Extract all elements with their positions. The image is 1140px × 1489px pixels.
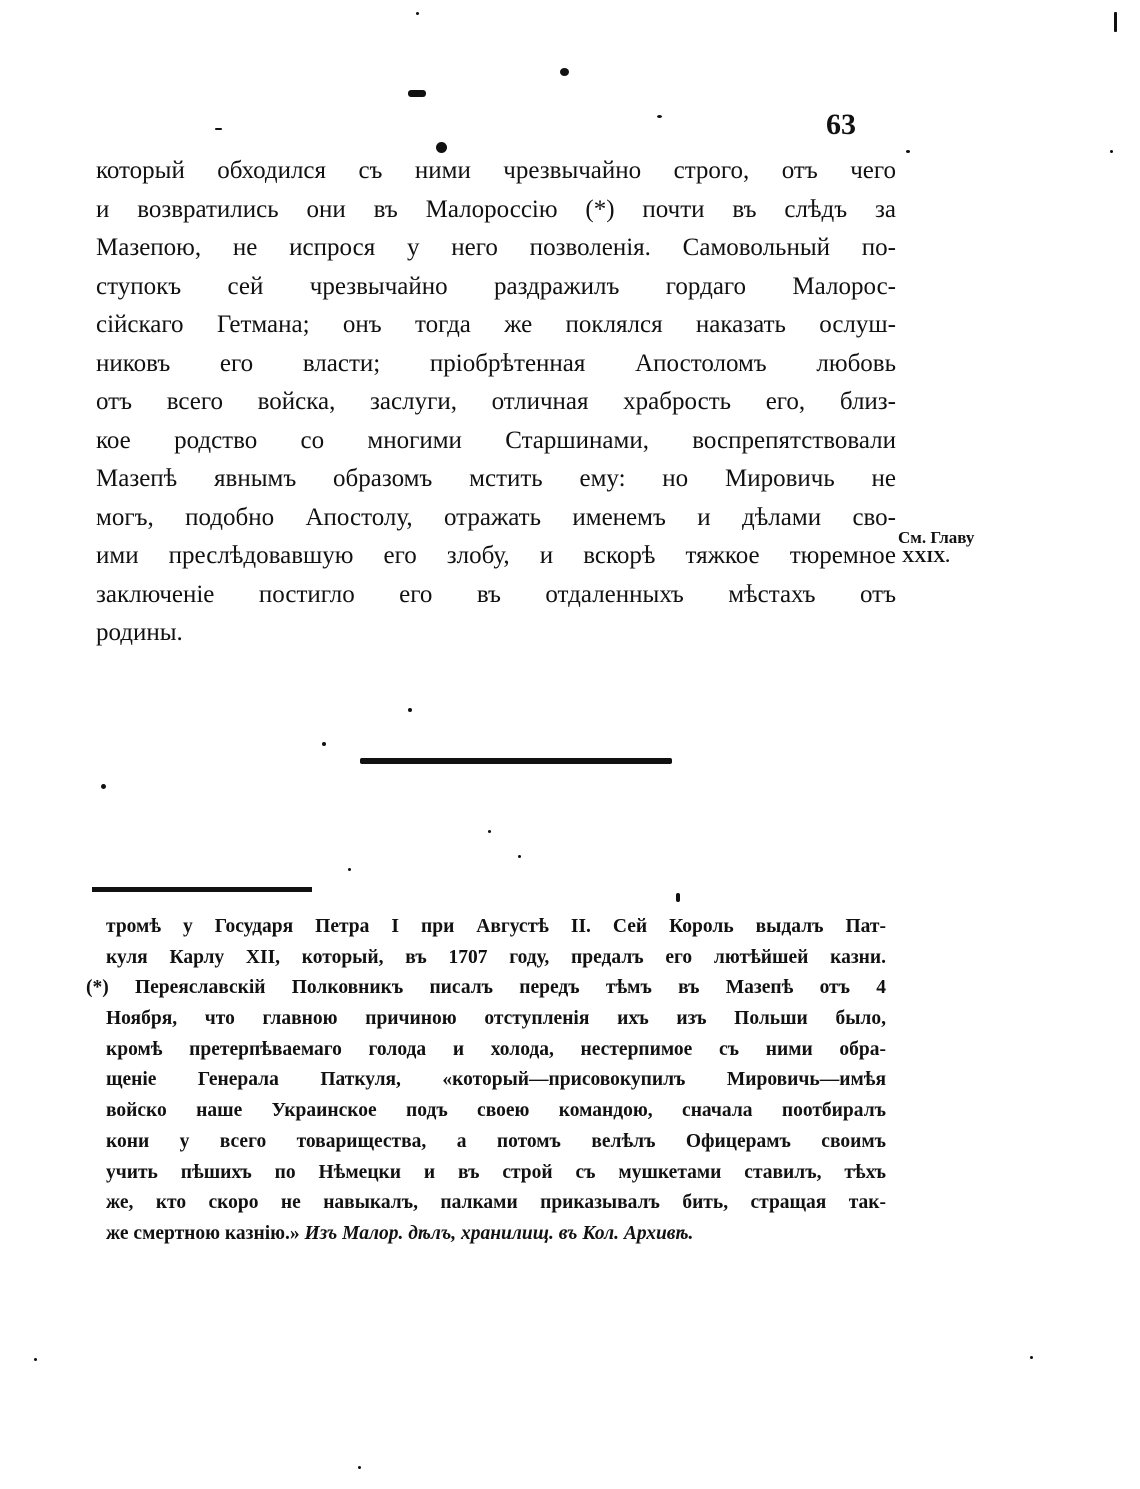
scan-speck — [1110, 150, 1113, 153]
scan-speck — [408, 708, 412, 712]
text-line: заключеніе постигло его въ отдаленныхъ мѣстахъ отъ — [96, 580, 896, 608]
footnote-line: щеніе Генерала Паткуля, «который—присовокупилъ Мировичь—имѣя — [106, 1069, 886, 1091]
footnote-line: куля Карлу XII, который, въ 1707 году, предалъ его лютѣйшей казни. — [106, 946, 886, 968]
footnote-line: (*) Переяславскій Полковникъ писалъ передъ тѣмъ въ Мазепѣ отъ 4 — [86, 977, 886, 999]
footnote-line: кони у всего товарищества, а потомъ велѣлъ Офицерамъ своимъ — [106, 1130, 886, 1152]
footnote-line: кромѣ претерпѣваемаго голода и холода, нестерпимое съ ними обра- — [106, 1038, 886, 1060]
text-line: могъ, подобно Апостолу, отражать именемъ и дѣлами сво- — [96, 503, 896, 531]
footnote-text: же смертною казнію.» — [106, 1222, 300, 1244]
section-divider — [360, 758, 672, 764]
footnote-last-line — [86, 1219, 886, 1250]
footnote-line: войско наше Украинское подъ своею командою, сначала поотбиралъ — [106, 1100, 886, 1122]
text-line: Мазепою, не испрося у него позволенія. Самовольный по- — [96, 234, 896, 261]
scan-speck — [358, 1466, 361, 1469]
text-line: ступокъ сей чрезвычайно раздражилъ гордаго Малорос- — [96, 272, 896, 300]
scan-speck — [1114, 12, 1117, 32]
scan-speck — [101, 784, 106, 789]
footnote-line: учить пѣшихъ по Нѣмецки и въ строй съ мушкетами ставилъ, тѣхъ — [106, 1161, 886, 1183]
text-line: кое родство со многими Старшинами, воспрепятствовали — [96, 426, 896, 454]
text-line: и возвратились они въ Малороссію (*) почти въ слѣдъ за — [96, 195, 896, 223]
footnote-line: тромѣ у Государя Петра I при Августѣ II. Сей Король выдалъ Пат- — [106, 916, 886, 937]
scan-speck — [488, 830, 491, 833]
scan-speck — [436, 142, 447, 153]
text-line: ими преслѣдовавшую его злобу, и вскорѣ тяжкое тюремное — [96, 542, 896, 569]
margin-note-line: XXIX. — [902, 547, 950, 566]
text-line: который обходился съ ними чрезвычайно строго, отъ чего — [96, 157, 896, 184]
scan-speck — [518, 855, 521, 858]
scan-speck — [34, 1358, 37, 1361]
margin-note — [898, 528, 1018, 566]
scan-speck — [560, 68, 569, 76]
text-line: отъ всего войска, заслуги, отличная храбрость его, близ- — [96, 388, 896, 415]
scan-speck — [322, 742, 326, 746]
scan-speck — [906, 150, 910, 153]
page-number: 63 — [826, 108, 856, 141]
scan-speck — [408, 90, 426, 97]
margin-note-line: См. Главу — [898, 528, 975, 547]
scan-speck — [1030, 1356, 1033, 1359]
scan-speck — [215, 128, 222, 130]
text-line: Мазепѣ явнымъ образомъ мстить ему: но Мировичь не — [96, 465, 896, 492]
scan-speck — [676, 893, 680, 902]
text-line: сійскаго Гетмана; онъ тогда же поклялся наказать ослуш- — [96, 311, 896, 338]
scan-speck — [657, 115, 662, 118]
scan-speck — [348, 868, 351, 871]
text-line: родины. — [96, 619, 183, 646]
text-line: никовъ его власти; пріобрѣтенная Апостоломъ любовь — [96, 349, 896, 377]
main-text-block — [96, 152, 896, 653]
footnote-line: Ноября, что главною причиною отступленія ихъ изъ Польши было, — [106, 1008, 886, 1030]
footnotes-block — [86, 912, 886, 1250]
scan-speck — [416, 12, 419, 15]
footnote-divider — [92, 887, 312, 892]
footnote-source-citation: Изъ Малор. дѣлъ, хранилищ. въ Кол. Архивѣ. — [304, 1222, 694, 1244]
footnote-line: же, кто скоро не навыкалъ, палками приказывалъ бить, стращая так- — [106, 1192, 886, 1214]
